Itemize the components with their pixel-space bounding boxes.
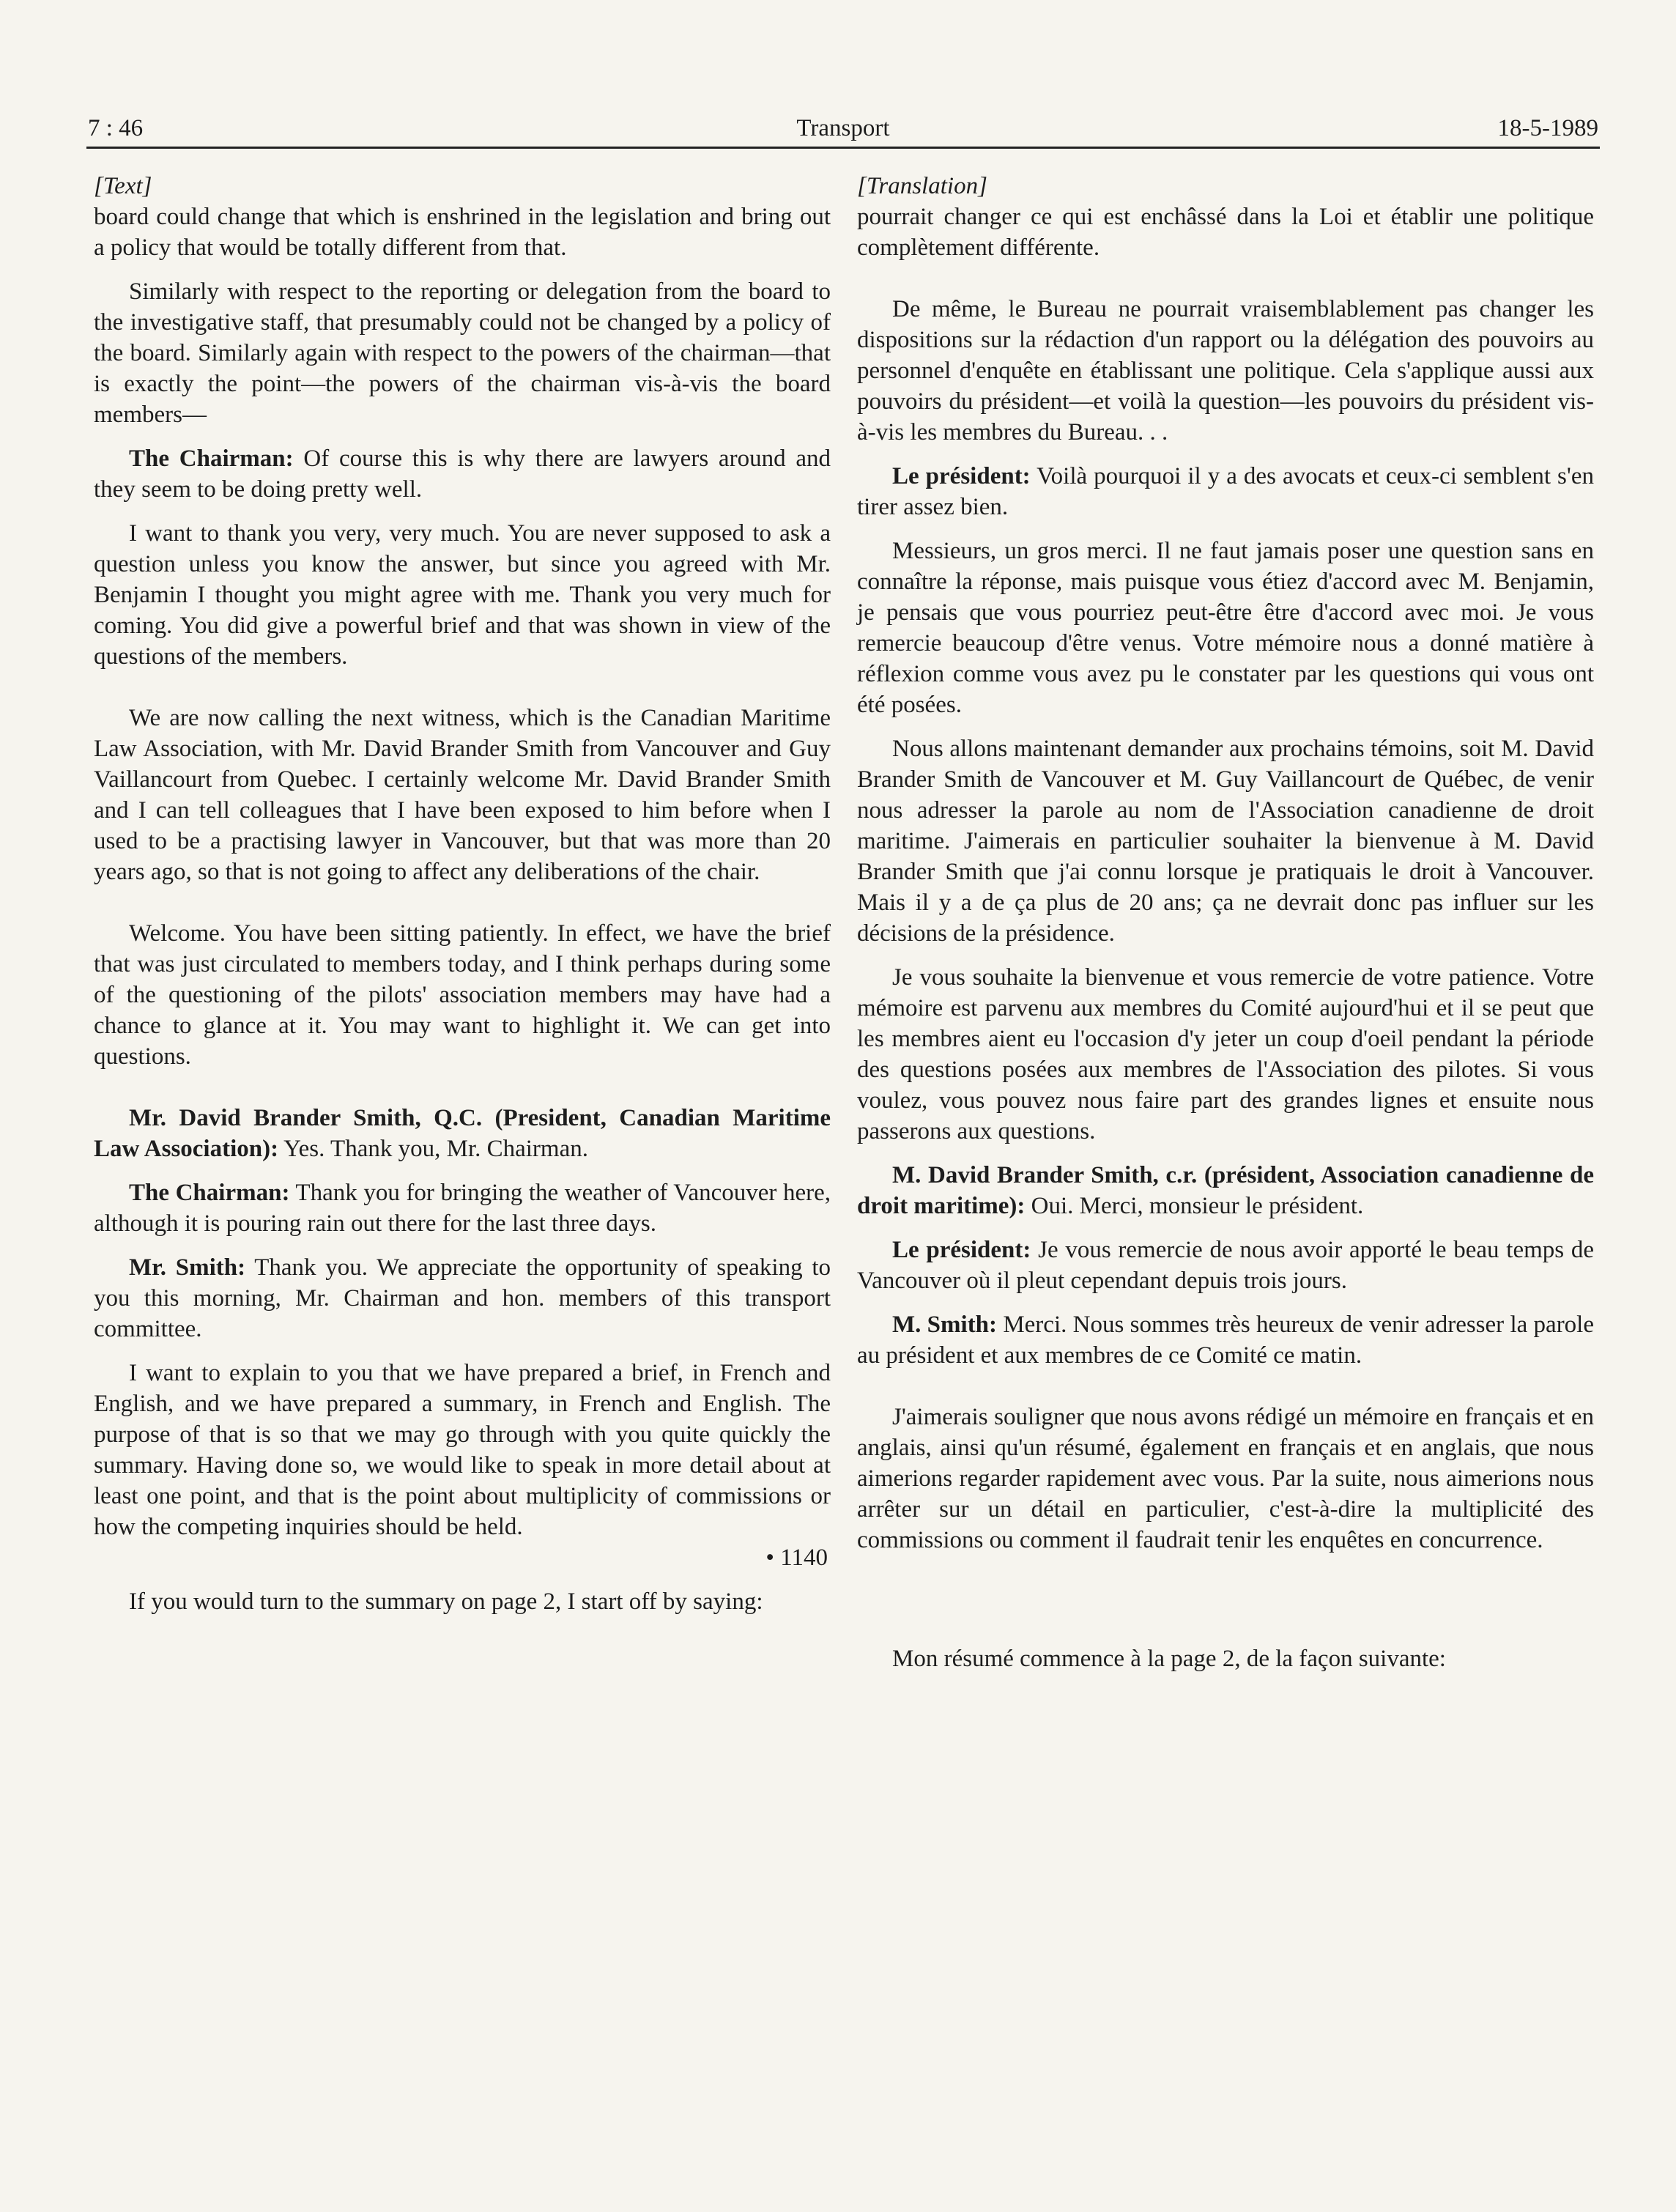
paragraph [857, 461, 1594, 522]
paragraph: pourrait changer ce qui est enchâssé dans la Loi et établir une politique complètement différente. [857, 204, 1594, 261]
language-label: [Translation] [857, 173, 987, 199]
paragraph [857, 1309, 1594, 1371]
speaker-name: Le président: [892, 463, 1031, 489]
paragraph: Welcome. You have been sitting patiently. In effect, we have the brief that was just circulated to members today, and I think perhaps during some of the questioning of the pilots' association members may have had a chance to glance at it. You may want to highlight it. We can get into questions. [94, 920, 831, 1070]
paragraph [857, 1235, 1594, 1296]
paragraph: Messieurs, un gros merci. Il ne faut jamais poser une question sans en connaître la réponse, mais puisque vous étiez d'accord avec M. Benjamin, je pensais que vous pourriez peut-être être d'accord avec moi. Je vous remercie beaucoup d'être venus. Votre mémoire nous a donné matière à réflexion comme vous avez pu le constater par les questions qui vous ont été posées. [857, 538, 1594, 718]
speaker-name: Le président: [892, 1237, 1031, 1263]
paragraph [857, 1160, 1594, 1221]
speech-text: Oui. Merci, monsieur le président. [1025, 1193, 1364, 1219]
paragraph: I want to explain to you that we have prepared a brief, in French and English, and we have prepared a summary, in French and English. The purpose of that is so that we may go through with you quite quickly the summary. Having done so, we would like to speak in more detail about at least one point, and that is the point about multiplicity of commissions or how the competing inquiries should be held. [94, 1360, 831, 1540]
speaker-name: The Chairman: [129, 1180, 290, 1206]
speech-text: Merci. Nous sommes très heureux de venir adresser la parole au président et aux membres de ce Comité ce matin. [857, 1312, 1594, 1369]
speech-text: Thank you. We appreciate the opportunity of speaking to you this morning, Mr. Chairman and hon. members of this transport committee. [94, 1254, 831, 1342]
paragraph [94, 1103, 831, 1164]
french-column [857, 171, 1594, 1674]
speaker-name: Mr. David Brander Smith, Q.C. (President, Canadian Maritime Law Association): [94, 1105, 831, 1162]
speaker-name: M. Smith: [892, 1312, 998, 1338]
english-column [94, 171, 831, 1617]
header-rule [86, 147, 1600, 149]
speaker-name: Mr. Smith: [129, 1254, 246, 1281]
paragraph [94, 443, 831, 505]
paragraph: I want to thank you very, very much. You are never supposed to ask a question unless you know the answer, but since you agreed with Mr. Benjamin I thought you might agree with me. Thank you very much for coming. You did give a powerful brief and that was shown in view of the questions of the members. [94, 520, 831, 670]
paragraph: We are now calling the next witness, which is the Canadian Maritime Law Association, with Mr. David Brander Smith from Vancouver and Guy Vaillancourt from Quebec. I certainly welcome Mr. David Brander Smith and I can tell colleagues that I have been exposed to him before when I used to be a practising lawyer in Vancouver, but that was more than 20 years ago, so that is not going to affect any deliberations of the chair. [94, 705, 831, 885]
paragraph: De même, le Bureau ne pourrait vraisemblablement pas changer les dispositions sur la rédaction d'un rapport ou la délégation des pouvoirs au personnel d'enquête en établissant une politique. Cela s'applique aussi aux pouvoirs du président—et voilà la question—les pouvoirs du président vis-à-vis les membres du Bureau. . . [857, 296, 1594, 445]
speaker-name: M. David Brander Smith, c.r. (président, Association canadienne de droit maritime): [857, 1162, 1594, 1219]
speaker-name: The Chairman: [129, 445, 294, 472]
paragraph: Mon résumé commence à la page 2, de la façon suivante: [892, 1646, 1446, 1672]
paragraph: J'aimerais souligner que nous avons rédigé un mémoire en français et en anglais, ainsi qu'un résumé, également en français et en anglais, que nous aimerions regarder rapidement avec vous. Par la suite, nous aimerions nous arrêter sur un détail en particulier, c'est-à-dire la multiplicité des commissions ou comment il faudrait tenir les enquêtes en concurrence. [857, 1404, 1594, 1553]
paragraph [94, 1252, 831, 1344]
speech-text: Of course this is why there are lawyers around and they seem to be doing pretty well. [94, 445, 831, 503]
speech-text: Je vous remercie de nous avoir apporté le beau temps de Vancouver où il pleut cependant depuis trois jours. [857, 1237, 1594, 1294]
speech-text: Yes. Thank you, Mr. Chairman. [278, 1136, 588, 1162]
page-header [88, 112, 1598, 150]
paragraph: Similarly with respect to the reporting or delegation from the board to the investigative staff, that presumably could not be changed by a policy of the board. Similarly again with respect to the powers of the chairman—that is exactly the point—the powers of the chairman vis-à-vis the board members— [94, 278, 831, 428]
paragraph [94, 1177, 831, 1239]
committee-name: Transport [796, 115, 890, 141]
paragraph: Nous allons maintenant demander aux prochains témoins, soit M. David Brander Smith de Vancouver et M. Guy Vaillancourt de Québec, de venir nous adresser la parole au nom de l'Association canadienne de droit maritime. J'aimerais en particulier souhaiter la bienvenue à M. David Brander Smith que j'ai connu lorsque je pratiquais le droit à Vancouver. Mais il y a de ça plus de 20 ans; ça ne devrait donc pas influer sur les décisions de la présidence. [857, 736, 1594, 947]
language-label: [Text] [94, 173, 152, 199]
speech-text: Voilà pourquoi il y a des avocats et ceux-ci semblent s'en tirer assez bien. [857, 463, 1594, 520]
session-date: 18-5-1989 [1497, 115, 1598, 141]
paragraph: board could change that which is enshrined in the legislation and bring out a policy that would be totally different from that. [94, 204, 831, 261]
speech-text: Thank you for bringing the weather of Vancouver here, although it is pouring rain out there for the last three days. [94, 1180, 831, 1237]
time-marker: • 1140 [765, 1545, 828, 1571]
paragraph: If you would turn to the summary on page 2, I start off by saying: [129, 1588, 763, 1615]
paragraph: Je vous souhaite la bienvenue et vous remercie de votre patience. Votre mémoire est parvenu aux membres du Comité aujourd'hui et il se peut que les membres aient eu l'occasion d'y jeter un coup d'oeil pendant la période des questions posées aux membres de l'Association des pilotes. Si vous voulez, vous pouvez nous faire part des grandes lignes et ensuite nous passerons aux questions. [857, 964, 1594, 1144]
page-number: 7 : 46 [88, 115, 144, 141]
